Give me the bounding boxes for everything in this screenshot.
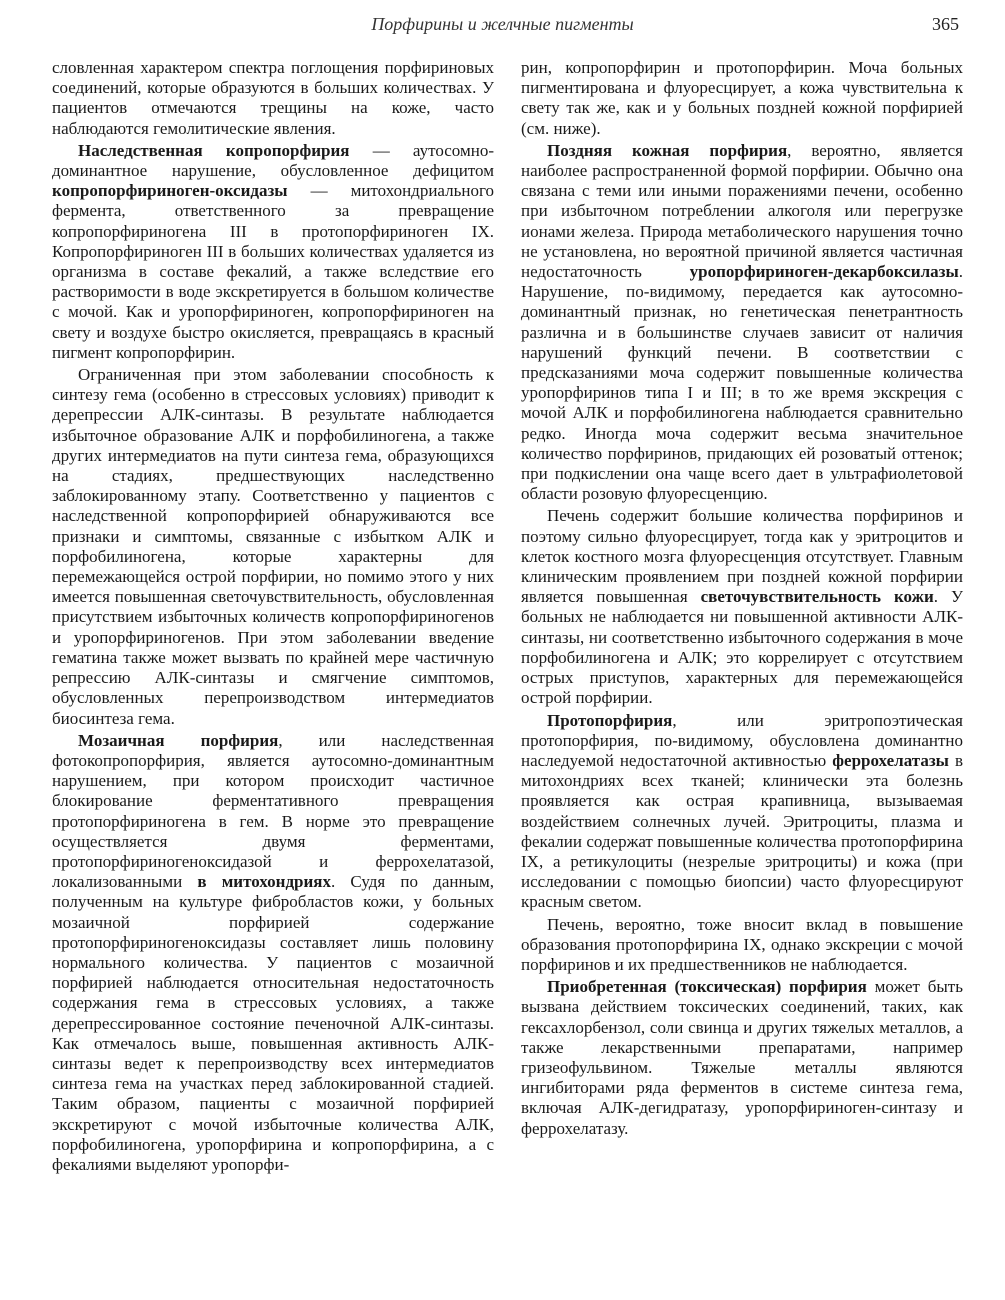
running-title: Порфирины и желчные пигменты bbox=[371, 14, 634, 34]
term: светочувствительность кожи bbox=[700, 587, 934, 607]
paragraph-variegate-porphyria: Мозаичная порфирия, или наследственная фотокопропорфирия, является аутосомно-доминантным нарушением, при котором происходит частичное блокирование ферментативного превращения протопорфириногена в гем. В норме это превращение осуществляется двумя ферментами, протопорфириногеноксидазой и феррохелатазой, локализованными в митохондриях. Судя по данным, полученным на культуре фибробластов кожи, у больных мозаичной порфирией содержание протопорфириногеноксидазы составляет лишь половину нормального количества. У пациентов с мозаичной порфирией наблюдается относительная недостаточность содержания гема в стрессовых условиях, а также дерепрессированное состояние печеночной АЛК-синтазы. Как отмечалось выше, повышенная активность АЛК-синтазы ведет к перепроизводству всех интермедиатов синтеза гема на участках перед заблокированной стадией. Таким образом, пациенты с мозаичной порфирией экскретируют с мочой избыточные количества АЛК, порфобилиногена, уропорфирина и копропорфирина, а с фекалиями выделяют уропорфи- bbox=[52, 730, 494, 1174]
term: Приобретенная (токсическая) порфирия bbox=[547, 977, 867, 997]
page-number: 365 bbox=[932, 14, 959, 34]
term: Протопорфирия bbox=[547, 710, 673, 730]
paragraph-protoporphyria: Протопорфирия, или эритропоэтическая протопорфирия, по-видимому, обусловлена доминантно наследуемой недостаточной активностью феррохелатазы в митохондриях всех тканей; клинически эта болезнь проявляется как острая крапивница, вызываемая воздействием солнечных лучей. Эритроциты, плазма и фекалии содержат повышенные количества протопорфирина IX, а ретикулоциты (незрелые эритроциты) и кожа (при исследовании с помощью биопсии) часто флуоресцируют красным светом. bbox=[521, 710, 963, 912]
paragraph: Печень содержит большие количества порфиринов и поэтому сильно флуоресцирует, тогда как у эритроцитов и клеток костного мозга флуоресценция отсутствует. Главным клиническим проявлением при поздней кожной порфирии является повышенная светочувствительность кожи. У больных не наблюдается ни повышенной активности АЛК-синтазы, ни соответственно избыточного содержания в моче порфобилиногена и АЛК; это коррелирует с отсутствием острых приступов, характерных для перемежающейся острой порфирии. bbox=[521, 506, 964, 708]
term: копропорфириноген-оксидазы bbox=[52, 181, 288, 201]
left-column bbox=[52, 58, 494, 1175]
paragraph: словленная характером спектра поглощения порфириновых соединений, которые образуются в больших количествах. У пациентов отмечаются трещины на коже, часто наблюдаются гемолитические явления. bbox=[52, 58, 494, 138]
term: уропорфириноген-декарбоксилазы bbox=[689, 262, 959, 282]
paragraph: рин, копропорфирин и протопорфирин. Моча больных пигментирована и флуоресцирует, а кожа чувствительна к свету так же, как и у больных поздней кожной порфирией (см. ниже). bbox=[521, 58, 963, 138]
paragraph-porphyria-cutanea-tarda: Поздняя кожная порфирия, вероятно, является наиболее распространенной формой порфирии. Обычно она связана с теми или иными поражениями печени, особенно при избыточном потреблении алкоголя или перегрузке ионами железа. Природа метаболического нарушения точно не установлена, но вероятной причиной является частичная недостаточность уропорфириноген-декарбоксилазы. Нарушение, по-видимому, передается как аутосомно-доминантный признак, но генетическая пенетрантность различна и в большинстве случаев зависит от наличия нарушений функций печени. В соответствии с предсказаниями моча содержит повышенные количества уропорфиринов типа I и III; в то же время экскреция с мочой АЛК и порфобилиногена наблюдается сравнительно редко. Иногда моча содержит весьма значительное количество порфиринов, придающих ей розоватый оттенок; при подкислении она чаще всего дает в ультрафиолетовой области розовую флуоресценцию. bbox=[521, 140, 963, 504]
term: Мозаичная порфирия bbox=[78, 730, 279, 750]
paragraph-acquired-porphyria: Приобретенная (токсическая) порфирия может быть вызвана действием токсических соединений, таких, как гексахлорбензол, соли свинца и других тяжелых металлов, а также лекарственными препаратами, например гризеофульвином. Тяжелые металлы являются ингибиторами ряда ферментов в системе синтеза гема, включая АЛК-дегидратазу, уропорфириноген-синтазу и феррохелатазу. bbox=[521, 977, 963, 1138]
right-column bbox=[521, 58, 963, 1139]
paragraph: Печень, вероятно, тоже вносит вклад в повышение образования протопорфирина IX, однако экскреции с мочой порфиринов и их предшественников не наблюдается. bbox=[521, 914, 963, 974]
term: феррохелатазы bbox=[832, 750, 949, 770]
term: Наследственная копропорфирия bbox=[78, 140, 350, 160]
paragraph: Ограниченная при этом заболевании способность к синтезу гема (особенно в стрессовых условиях) приводит к дерепрессии АЛК-синтазы. В результате наблюдается избыточное образование АЛК и порфобилиногена, а также других интермедиатов на пути синтеза гема, образующихся на стадиях, предшествующих наследственно заблокированному этапу. Соответственно у пациентов с наследственной копропорфирией обнаруживаются все признаки и симптомы, связанные с избытком АЛК и порфобилиногена, которые характерны для перемежающейся острой порфирии, но помимо этого у них имеется повышенная светочувствительность, обусловленная присутствием избыточных количеств копропорфириногенов и уропорфириногенов. При этом заболевании введение гематина также может вызвать по крайней мере частичную репрессию АЛК-синтазы и смягчение симптомов, обусловленных перепроизводством интермедиатов биосинтеза гема. bbox=[52, 365, 494, 728]
page-header bbox=[0, 14, 1005, 40]
term: Поздняя кожная порфирия bbox=[547, 140, 788, 160]
paragraph-hereditary-coproporphyria: Наследственная копропорфирия — аутосомно-доминантное нарушение, обусловленное дефицитом копропорфириноген-оксидазы — митохондриального фермента, ответственного за превращение копропорфириногена III в протопорфириноген IX. Копропорфириноген III в больших количествах удаляется из организма в составе фекалий, а также вследствие его растворимости в воде экскретируется в большом количестве с мочой. Как и уропорфириноген, копропорфириноген на свету и воздухе быстро окисляется, превращаясь в красный пигмент копропорфирин. bbox=[52, 140, 494, 362]
term: в митохондриях bbox=[197, 872, 331, 892]
